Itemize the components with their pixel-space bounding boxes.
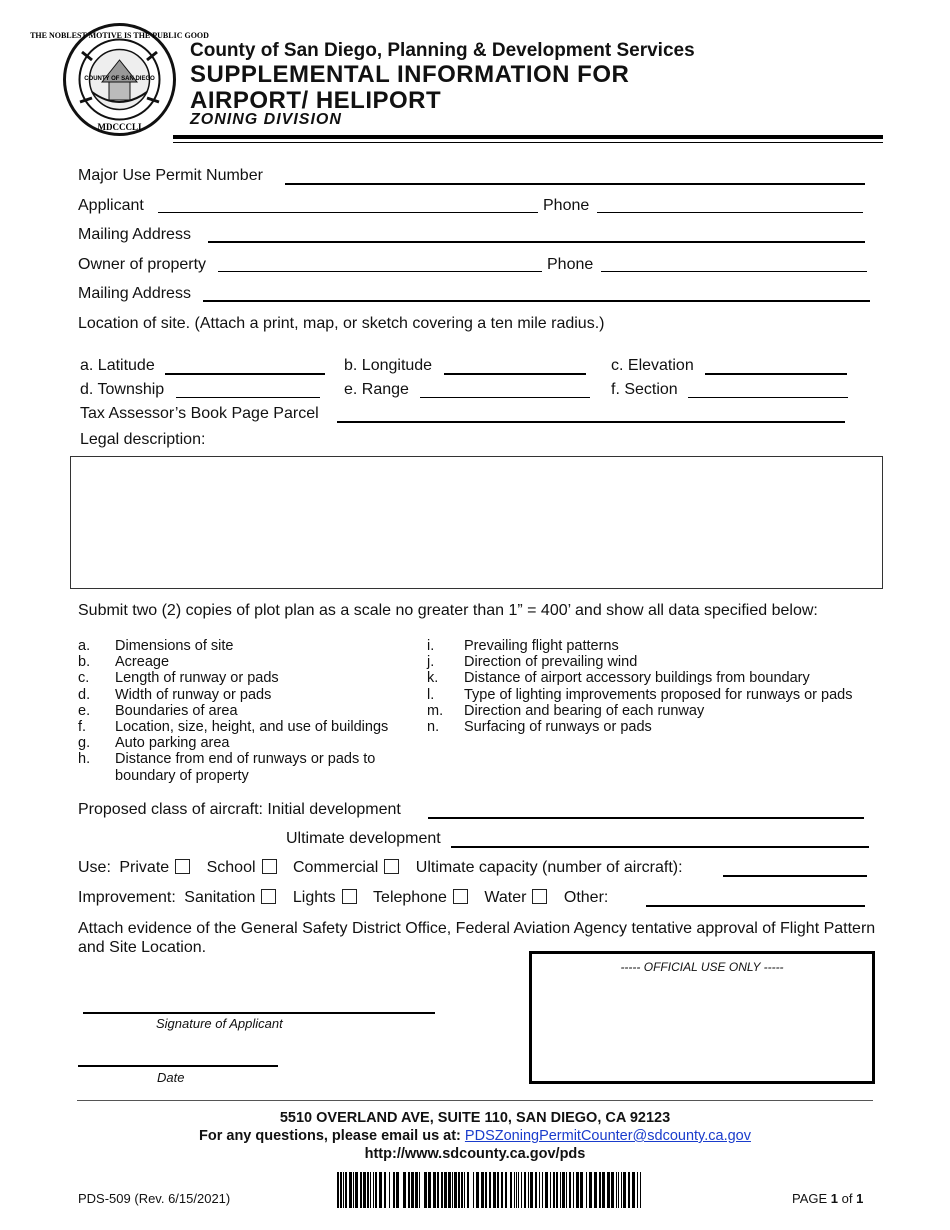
plot-plan-item (427, 654, 897, 670)
telephone-checkbox[interactable] (453, 889, 468, 904)
water-checkbox[interactable] (532, 889, 547, 904)
attach-evidence-text: Attach evidence of the General Safety District Office, Federal Aviation Agency tentative approval of Flight Pattern and Site Location. (78, 920, 876, 956)
barcode (337, 1172, 643, 1208)
plot-plan-item-letter: d. (78, 686, 91, 703)
other-field[interactable] (646, 905, 865, 907)
barcode-bar (353, 1172, 354, 1208)
barcode-bar (396, 1172, 399, 1208)
plot-plan-item-letter: b. (78, 654, 91, 671)
longitude-label: b. Longitude (344, 357, 433, 374)
plot-plan-item-letter: e. (78, 702, 91, 719)
legal-description-field[interactable] (70, 456, 883, 589)
barcode-bar (345, 1172, 347, 1208)
use-commercial-checkbox[interactable] (384, 859, 399, 874)
owner-label: Owner of property (78, 256, 207, 273)
plot-plan-instruction: Submit two (2) copies of plot plan as a scale no greater than 1” = 400’ and show all data specified below: (78, 602, 818, 619)
barcode-bar (497, 1172, 499, 1208)
barcode-bar (489, 1172, 491, 1208)
barcode-bar (403, 1172, 406, 1208)
proposed-class-label: Proposed class of aircraft: Initial development (78, 801, 401, 818)
plot-plan-item-letter: k. (427, 670, 439, 687)
barcode-bar (433, 1172, 436, 1208)
use-label: Use: (78, 859, 111, 876)
barcode-bar (586, 1172, 587, 1208)
barcode-bar (576, 1172, 579, 1208)
plot-plan-item (78, 735, 418, 751)
barcode-bar (419, 1172, 420, 1208)
plot-plan-item-text: Direction and bearing of each runway (464, 702, 705, 719)
division-name: ZONING DIVISION (190, 111, 342, 128)
footer-rule (77, 1100, 873, 1101)
owner-phone-field[interactable] (601, 271, 867, 272)
barcode-bar (408, 1172, 410, 1208)
plot-plan-item (78, 654, 418, 670)
use-private-checkbox[interactable] (175, 859, 190, 874)
barcode-bar (516, 1172, 517, 1208)
barcode-bar (611, 1172, 614, 1208)
barcode-bar (524, 1172, 526, 1208)
barcode-bar (637, 1172, 638, 1208)
tax-assessor-field[interactable] (337, 421, 845, 423)
mailing-address-field[interactable] (208, 241, 865, 243)
applicant-phone-label: Phone (543, 197, 590, 214)
plot-plan-item-text: Length of runway or pads (115, 670, 279, 687)
svg-text:MDCCCLI: MDCCCLI (97, 122, 142, 132)
plot-plan-item-text: Type of lighting improvements proposed for runways or pads (464, 686, 853, 703)
barcode-bar (602, 1172, 605, 1208)
barcode-bar (444, 1172, 447, 1208)
barcode-bar (632, 1172, 635, 1208)
applicant-field[interactable] (158, 212, 538, 213)
barcode-bar (560, 1172, 561, 1208)
barcode-bar (464, 1172, 465, 1208)
plot-plan-item-text: Auto parking area (115, 735, 230, 752)
barcode-bar (621, 1172, 622, 1208)
plot-plan-item (78, 670, 418, 686)
plot-plan-item (427, 670, 897, 686)
form-title-line1: SUPPLEMENTAL INFORMATION FOR (190, 61, 630, 88)
owner-mailing-address-field[interactable] (203, 300, 870, 302)
ultimate-capacity-field[interactable] (723, 875, 867, 877)
form-id: PDS-509 (Rev. 6/15/2021) (78, 1191, 231, 1206)
barcode-bar (521, 1172, 522, 1208)
barcode-bar (553, 1172, 555, 1208)
barcode-bar (569, 1172, 571, 1208)
plot-plan-item-text: Surfacing of runways or pads (464, 718, 652, 735)
footer-email-link[interactable]: PDSZoningPermitCounter@sdcounty.ca.gov (464, 1128, 751, 1144)
major-use-permit-label: Major Use Permit Number (78, 167, 263, 184)
owner-field[interactable] (218, 271, 542, 272)
plot-plan-list-left (78, 638, 418, 784)
footer-address: 5510 OVERLAND AVE, SUITE 110, SAN DIEGO, CA 92123 (279, 1110, 671, 1126)
telephone-label: Telephone (373, 889, 447, 906)
barcode-bar (389, 1172, 390, 1208)
barcode-bar (599, 1172, 601, 1208)
plot-plan-item-text: Direction of prevailing wind (464, 654, 638, 671)
applicant-phone-field[interactable] (597, 212, 863, 213)
sanitation-label: Sanitation (184, 889, 256, 906)
ultimate-development-field[interactable] (451, 846, 869, 848)
barcode-bar (384, 1172, 386, 1208)
date-label: Date (157, 1070, 185, 1085)
plot-plan-item-letter: j. (427, 654, 435, 671)
initial-development-field[interactable] (428, 817, 864, 819)
barcode-bar (373, 1172, 374, 1208)
plot-plan-item (78, 751, 418, 767)
barcode-bar (562, 1172, 565, 1208)
plot-plan-item (78, 638, 418, 654)
barcode-bar (616, 1172, 617, 1208)
signature-field[interactable] (83, 1012, 435, 1014)
plot-plan-item (78, 719, 418, 735)
use-school-checkbox[interactable] (262, 859, 277, 874)
ultimate-development-label: Ultimate development (286, 830, 441, 847)
header-rule (173, 135, 883, 139)
plot-plan-item-text: Location, size, height, and use of buildings (115, 718, 389, 735)
range-label: e. Range (344, 381, 409, 398)
county-seal-logo (30, 22, 209, 137)
ultimate-capacity-label: Ultimate capacity (number of aircraft): (415, 859, 683, 876)
barcode-bar (415, 1172, 418, 1208)
barcode-bar (589, 1172, 592, 1208)
plot-plan-list-right (427, 638, 897, 735)
svg-text:THE NOBLEST MOTIVE IS THE PUBL: THE NOBLEST MOTIVE IS THE PUBLIC GOOD (30, 31, 209, 40)
plot-plan-item (427, 638, 897, 654)
footer-website[interactable]: http://www.sdcounty.ca.gov/pds (364, 1146, 586, 1162)
longitude-field[interactable] (444, 373, 586, 375)
plot-plan-item-letter: f. (78, 718, 87, 735)
barcode-bar (607, 1172, 610, 1208)
range-field[interactable] (420, 397, 590, 398)
barcode-bar (349, 1172, 352, 1208)
official-use-box (529, 951, 875, 1084)
plot-plan-item-letter: a. (78, 638, 91, 654)
barcode-bar (476, 1172, 479, 1208)
barcode-bar (454, 1172, 457, 1208)
plot-plan-item-letter: m. (427, 702, 444, 719)
barcode-bar (452, 1172, 453, 1208)
other-label: Other: (563, 889, 609, 906)
plot-plan-item (427, 703, 897, 719)
legal-description-label: Legal description: (80, 431, 206, 448)
plot-plan-item-text: Prevailing flight patterns (464, 638, 619, 654)
barcode-bar (545, 1172, 548, 1208)
plot-plan-item (427, 719, 897, 735)
barcode-bar (363, 1172, 366, 1208)
barcode-bar (573, 1172, 574, 1208)
latitude-label: a. Latitude (80, 357, 155, 374)
barcode-bar (424, 1172, 427, 1208)
page-num: 1 (830, 1191, 839, 1206)
barcode-bar (566, 1172, 567, 1208)
barcode-bar (550, 1172, 551, 1208)
plot-plan-item-text: boundary of property (115, 767, 249, 784)
plot-plan-item-letter: c. (78, 670, 90, 687)
plot-plan-item-letter: i. (427, 638, 435, 654)
barcode-bar (623, 1172, 626, 1208)
plot-plan-item-text: Distance from end of runways or pads to (115, 751, 376, 768)
barcode-bar (437, 1172, 439, 1208)
barcode-bar (343, 1172, 344, 1208)
plot-plan-item (78, 687, 418, 703)
page-total: 1 (856, 1191, 864, 1206)
plot-plan-item (78, 768, 418, 784)
page-of: of (841, 1191, 853, 1206)
elevation-label: c. Elevation (611, 357, 694, 374)
plot-plan-item-text: Dimensions of site (115, 638, 234, 654)
barcode-bar (428, 1172, 431, 1208)
barcode-bar (535, 1172, 537, 1208)
lights-label: Lights (292, 889, 336, 906)
improvement-row (78, 889, 608, 907)
location-label: Location of site. (Attach a print, map, or sketch covering a ten mile radius.) (78, 315, 605, 332)
barcode-bar (556, 1172, 558, 1208)
footer-questions-line (0, 1128, 950, 1144)
form-title-line2: AIRPORT/ HELIPORT (190, 87, 442, 114)
barcode-bar (542, 1172, 543, 1208)
tax-assessor-label: Tax Assessor’s Book Page Parcel (80, 405, 319, 422)
plot-plan-item-text: Boundaries of area (115, 702, 238, 719)
barcode-bar (618, 1172, 619, 1208)
plot-plan-item-text: Distance of airport accessory buildings from boundary (464, 670, 810, 687)
barcode-bar (355, 1172, 358, 1208)
plot-plan-item (427, 687, 897, 703)
improvement-label: Improvement: (78, 889, 176, 906)
sanitation-checkbox[interactable] (261, 889, 276, 904)
form-title (190, 62, 629, 114)
latitude-field[interactable] (165, 373, 325, 375)
barcode-bar (360, 1172, 362, 1208)
mailing-address-label: Mailing Address (78, 226, 191, 243)
applicant-label: Applicant (78, 197, 144, 214)
barcode-bar (393, 1172, 395, 1208)
plot-plan-item-text: Acreage (115, 654, 170, 671)
barcode-bar (340, 1172, 342, 1208)
barcode-bar (375, 1172, 377, 1208)
barcode-bar (501, 1172, 503, 1208)
barcode-bar (580, 1172, 583, 1208)
plot-plan-item (78, 703, 418, 719)
page-label: PAGE (792, 1191, 828, 1206)
use-school-label: School (206, 859, 256, 876)
official-use-title: ----- OFFICIAL USE ONLY ----- (620, 960, 784, 974)
barcode-bar (640, 1172, 641, 1208)
section-field[interactable] (688, 397, 848, 398)
water-label: Water (484, 889, 527, 906)
use-commercial-label: Commercial (292, 859, 379, 876)
township-label: d. Township (80, 381, 165, 398)
barcode-bar (514, 1172, 515, 1208)
footer-questions: For any questions, please email us at: (199, 1128, 461, 1144)
barcode-bar (505, 1172, 507, 1208)
barcode-bar (448, 1172, 451, 1208)
township-field[interactable] (176, 397, 320, 398)
signature-label: Signature of Applicant (156, 1016, 283, 1031)
barcode-bar (379, 1172, 382, 1208)
barcode-bar (367, 1172, 369, 1208)
elevation-field[interactable] (705, 373, 847, 375)
major-use-permit-field[interactable] (285, 183, 865, 185)
barcode-bar (518, 1172, 519, 1208)
barcode-bar (370, 1172, 371, 1208)
barcode-bar (458, 1172, 460, 1208)
barcode-bar (493, 1172, 496, 1208)
barcode-bar (467, 1172, 469, 1208)
barcode-bar (411, 1172, 414, 1208)
page-number (792, 1191, 863, 1206)
barcode-bar (485, 1172, 487, 1208)
plot-plan-item-text: Width of runway or pads (115, 686, 272, 703)
owner-phone-label: Phone (547, 256, 594, 273)
barcode-bar (337, 1172, 339, 1208)
svg-text:COUNTY OF SAN DIEGO: COUNTY OF SAN DIEGO (84, 76, 155, 82)
date-field[interactable] (78, 1065, 278, 1067)
use-row (78, 859, 683, 877)
plot-plan-item-letter: l. (427, 686, 435, 703)
barcode-bar (530, 1172, 533, 1208)
barcode-bar (528, 1172, 529, 1208)
header-rule-thin (173, 142, 883, 143)
barcode-bar (461, 1172, 463, 1208)
owner-mailing-address-label: Mailing Address (78, 285, 191, 302)
barcode-bar (441, 1172, 443, 1208)
barcode-bar (510, 1172, 512, 1208)
plot-plan-item-letter: g. (78, 735, 91, 752)
barcode-bar (481, 1172, 484, 1208)
section-label: f. Section (611, 381, 678, 398)
barcode-bar (594, 1172, 597, 1208)
barcode-bar (473, 1172, 474, 1208)
lights-checkbox[interactable] (342, 889, 357, 904)
plot-plan-item-letter: h. (78, 751, 91, 768)
use-private-label: Private (119, 859, 170, 876)
barcode-bar (539, 1172, 540, 1208)
agency-name: County of San Diego, Planning & Development Services (190, 40, 695, 61)
barcode-bar (628, 1172, 630, 1208)
plot-plan-item-letter: n. (427, 718, 440, 735)
